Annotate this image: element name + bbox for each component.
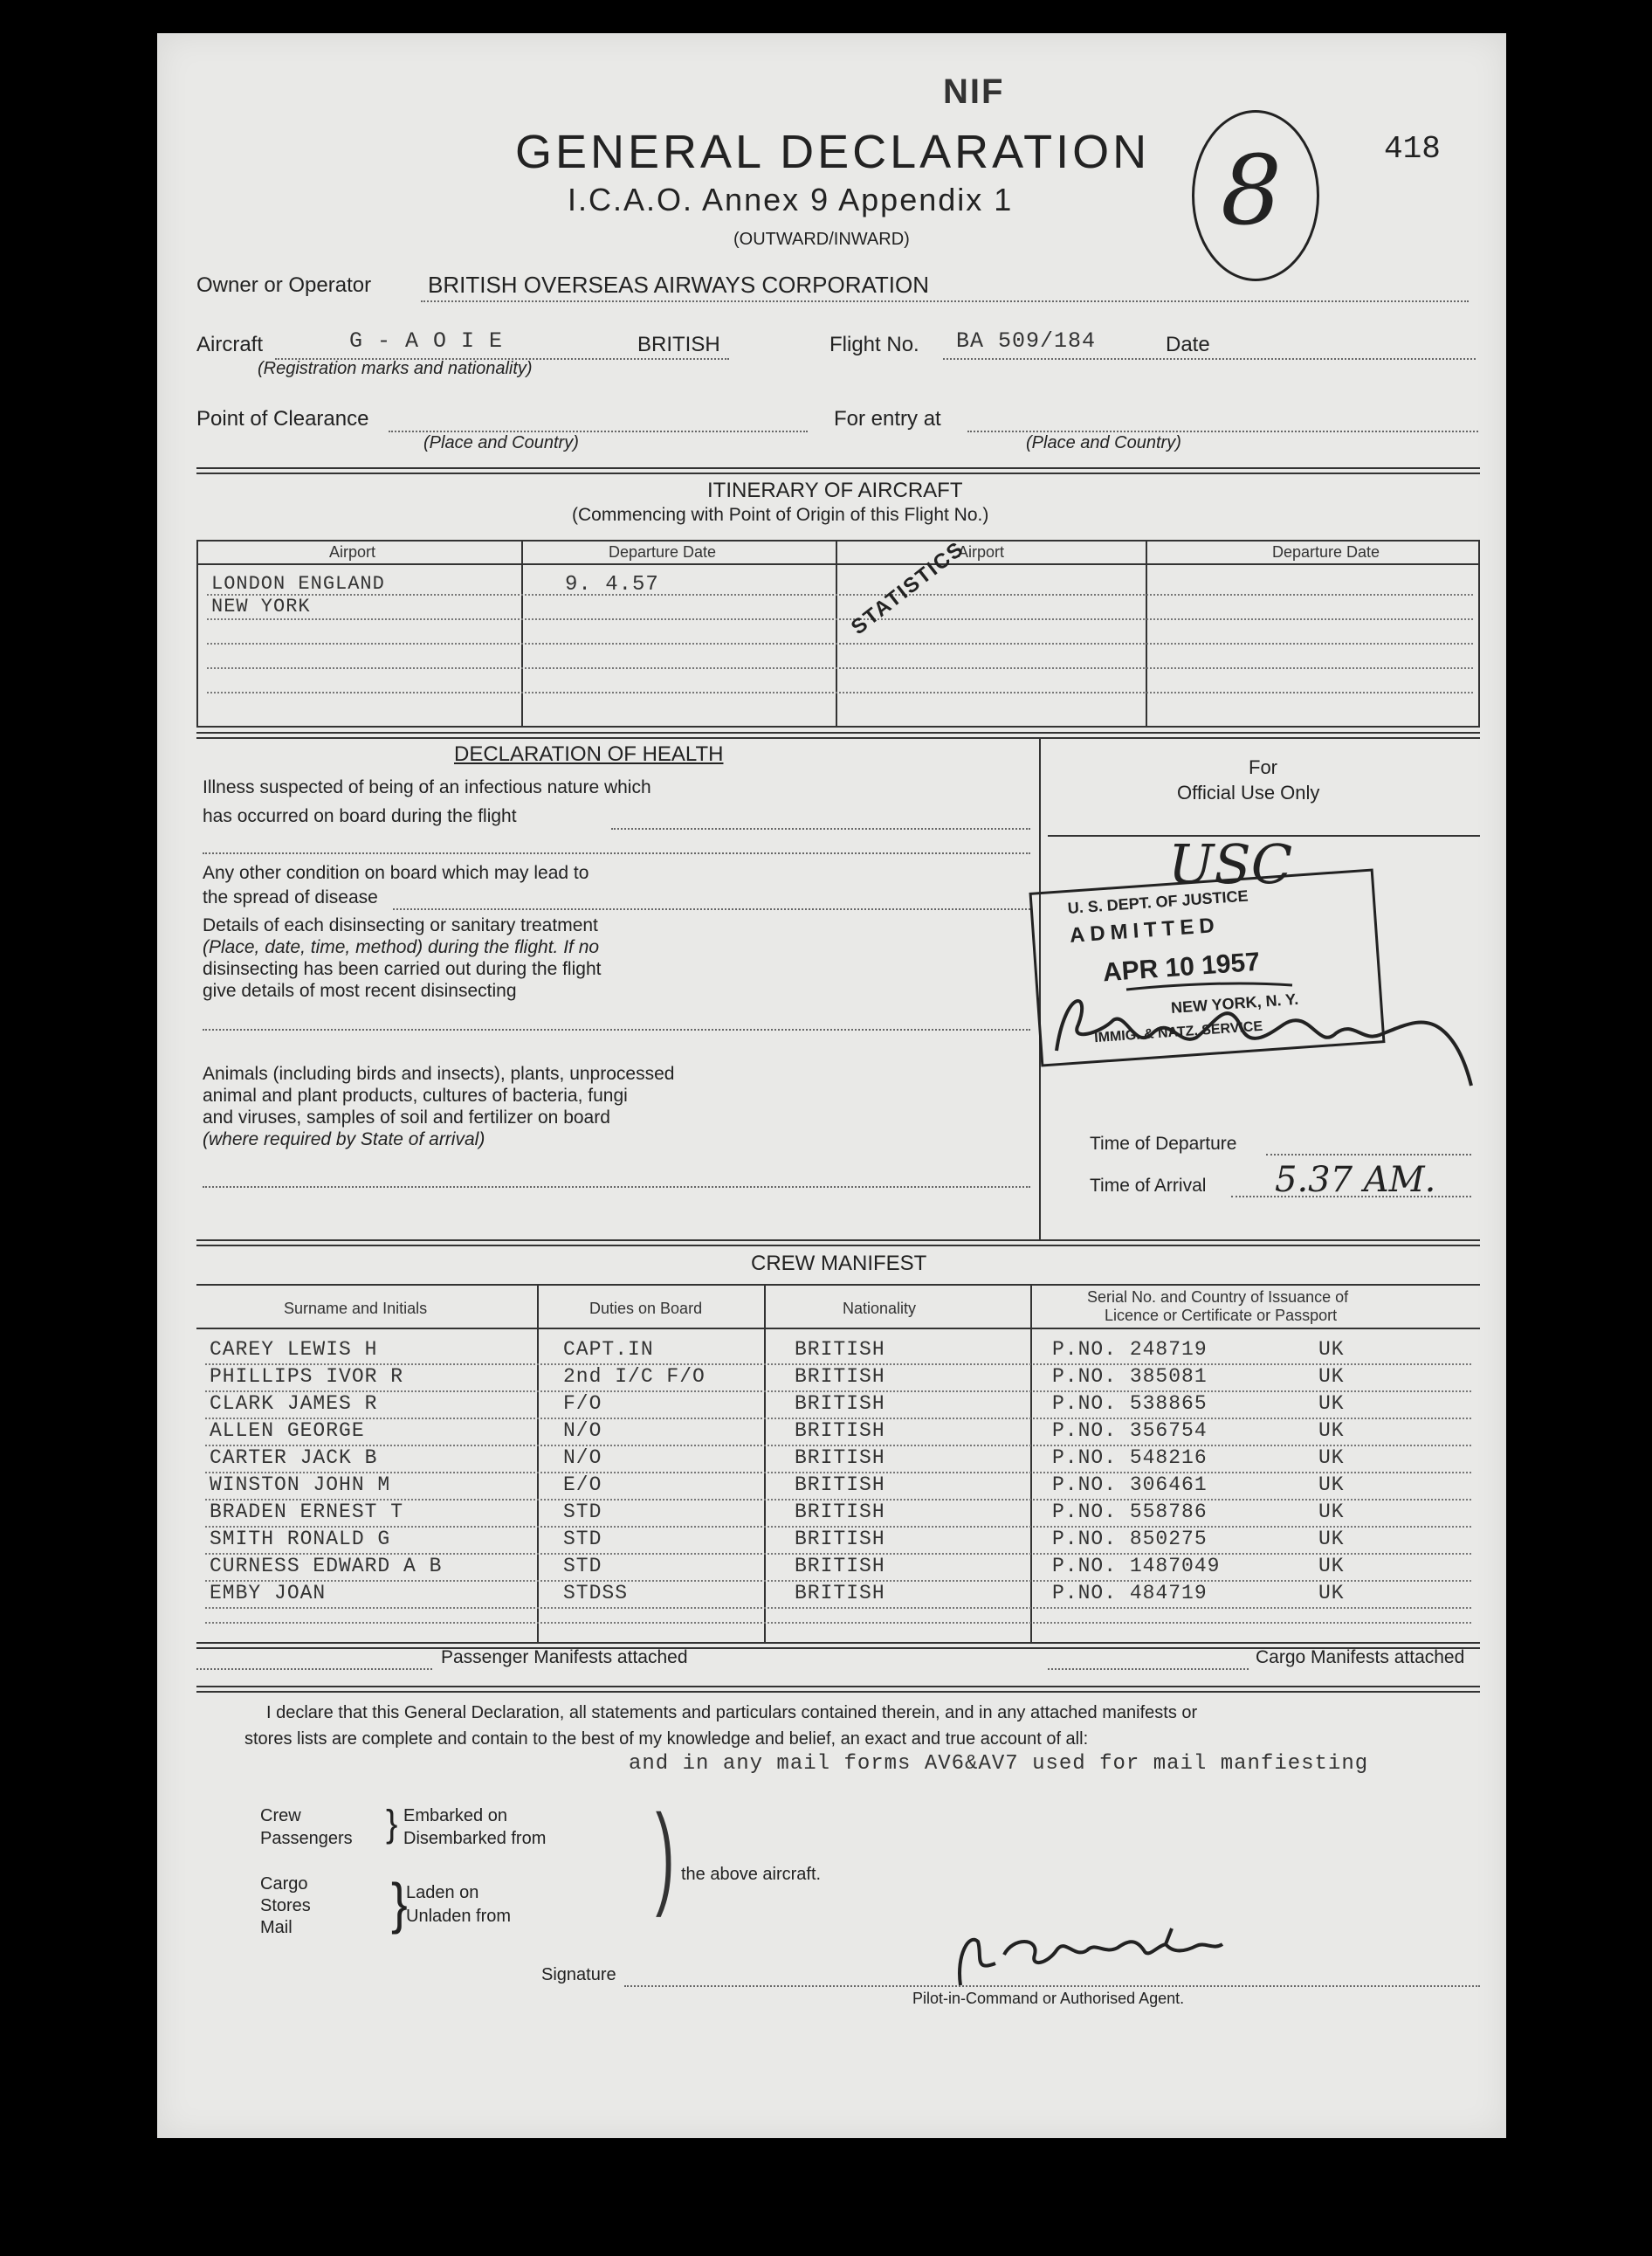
itin-date-1: 9. 4.57 bbox=[565, 573, 659, 597]
crew-nationality: BRITISH bbox=[795, 1392, 885, 1415]
itin-col2 bbox=[836, 542, 837, 726]
declaration-line-2: stores lists are complete and contain to the best of my knowledge and belief, an exact and true account of all: bbox=[244, 1729, 1089, 1749]
health-q3-line1: Details of each disinsecting or sanitary treatment bbox=[203, 915, 598, 935]
crew-name: SMITH RONALD G bbox=[210, 1528, 391, 1550]
cargo-manifest-line bbox=[1048, 1668, 1249, 1670]
passenger-manifest-line bbox=[196, 1668, 432, 1670]
entry-label: For entry at bbox=[834, 407, 941, 431]
crew-passport-country: UK bbox=[1318, 1338, 1345, 1361]
crew-duty: N/O bbox=[563, 1446, 602, 1469]
crew-passport-number: P.NO. 850275 bbox=[1052, 1528, 1208, 1550]
crew-header-serial-2: Licence or Certificate or Passport bbox=[1105, 1307, 1338, 1324]
page-number: 418 bbox=[1384, 131, 1441, 167]
table-row bbox=[196, 1446, 1480, 1473]
crew-duty: STD bbox=[563, 1501, 602, 1523]
health-q1-line2: has occurred on board during the flight bbox=[203, 806, 517, 826]
crew-header-name: Surname and Initials bbox=[284, 1300, 428, 1317]
health-q2-answer-line bbox=[393, 908, 1030, 910]
crew-nationality: BRITISH bbox=[795, 1365, 885, 1388]
crew-nationality: BRITISH bbox=[795, 1446, 885, 1469]
crew-row-line bbox=[205, 1622, 1471, 1624]
crew-name: CURNESS EDWARD A B bbox=[210, 1555, 443, 1577]
table-row bbox=[196, 1419, 1480, 1446]
crew-passport-number: P.NO. 385081 bbox=[1052, 1365, 1208, 1388]
crew-passport-country: UK bbox=[1318, 1501, 1345, 1523]
crew-table bbox=[196, 1284, 1480, 1642]
crew-name: CLARK JAMES R bbox=[210, 1392, 378, 1415]
arrival-time-line bbox=[1231, 1196, 1471, 1197]
form-direction: (OUTWARD/INWARD) bbox=[733, 230, 910, 249]
crew-passport-country: UK bbox=[1318, 1473, 1345, 1496]
crew-nationality: BRITISH bbox=[795, 1555, 885, 1577]
crew-name: CARTER JACK B bbox=[210, 1446, 378, 1469]
decl-embarked: Embarked on bbox=[403, 1806, 507, 1825]
crew-name: WINSTON JOHN M bbox=[210, 1473, 391, 1496]
crew-name: EMBY JOAN bbox=[210, 1582, 327, 1604]
crew-header-line bbox=[196, 1328, 1480, 1329]
form-subtitle: I.C.A.O. Annex 9 Appendix 1 bbox=[568, 182, 1014, 217]
itinerary-subtitle: (Commencing with Point of Origin of this Flight No.) bbox=[572, 505, 989, 525]
official-signature bbox=[1030, 972, 1484, 1094]
crew-passport-number: P.NO. 484719 bbox=[1052, 1582, 1208, 1604]
itin-row-line bbox=[207, 594, 1473, 596]
crew-nationality: BRITISH bbox=[795, 1582, 885, 1604]
divider bbox=[196, 1686, 1480, 1693]
crew-duty: STD bbox=[563, 1555, 602, 1577]
arrival-time-label: Time of Arrival bbox=[1090, 1176, 1207, 1196]
declaration-typed-addition: and in any mail forms AV6&AV7 used for mail manfiesting bbox=[629, 1752, 1369, 1776]
clearance-line bbox=[389, 431, 808, 432]
brace-main: ) bbox=[655, 1790, 675, 1918]
date-line bbox=[1222, 358, 1476, 360]
crew-passport-country: UK bbox=[1318, 1528, 1345, 1550]
itin-row-line bbox=[207, 643, 1473, 645]
crew-nationality: BRITISH bbox=[795, 1528, 885, 1550]
health-q4-line2: animal and plant products, cultures of bacteria, fungi bbox=[203, 1086, 628, 1106]
official-handwritten-initials: USC bbox=[1168, 832, 1293, 896]
health-q4-line3: and viruses, samples of soil and fertilizer on board bbox=[203, 1107, 610, 1128]
divider bbox=[196, 732, 1480, 739]
crew-passport-number: P.NO. 548216 bbox=[1052, 1446, 1208, 1469]
divider bbox=[196, 467, 1480, 474]
flight-line bbox=[943, 358, 1231, 360]
crew-duty: E/O bbox=[563, 1473, 602, 1496]
table-row bbox=[196, 1365, 1480, 1392]
divider bbox=[196, 1239, 1480, 1246]
itin-row-line bbox=[207, 667, 1473, 669]
aircraft-nationality: BRITISH bbox=[637, 333, 720, 356]
stamp-city: NEW YORK, N. Y. bbox=[1170, 990, 1299, 1017]
crew-header-serial-1: Serial No. and Country of Issuance of bbox=[1087, 1288, 1349, 1306]
crew-passport-country: UK bbox=[1318, 1419, 1345, 1442]
circled-number bbox=[1192, 110, 1319, 281]
crew-name: PHILLIPS IVOR R bbox=[210, 1365, 404, 1388]
flight-number-label: Flight No. bbox=[829, 333, 919, 356]
itin-header-airport-1: Airport bbox=[329, 543, 376, 561]
table-row bbox=[196, 1473, 1480, 1501]
operator-line bbox=[421, 300, 1469, 302]
itin-col3 bbox=[1146, 542, 1147, 726]
crew-nationality: BRITISH bbox=[795, 1501, 885, 1523]
aircraft-registration: G - A O I E bbox=[349, 328, 504, 354]
decl-cargo: Cargo bbox=[260, 1874, 308, 1894]
decl-laden: Laden on bbox=[406, 1883, 479, 1902]
health-q3-line2: (Place, date, time, method) during the flight. If no bbox=[203, 937, 600, 957]
health-q4-line4: (where required by State of arrival) bbox=[203, 1129, 485, 1149]
decl-above-aircraft: the above aircraft. bbox=[681, 1865, 822, 1884]
departure-time-line bbox=[1266, 1154, 1471, 1156]
crew-passport-country: UK bbox=[1318, 1582, 1345, 1604]
crew-row-line bbox=[205, 1607, 1471, 1609]
flight-number-value: BA 509/184 bbox=[956, 328, 1097, 354]
table-row bbox=[196, 1392, 1480, 1419]
crew-passport-country: UK bbox=[1318, 1392, 1345, 1415]
crew-duty: CAPT.IN bbox=[563, 1338, 654, 1361]
crew-passport-number: P.NO. 356754 bbox=[1052, 1419, 1208, 1442]
circled-number-value: 8 bbox=[1221, 135, 1282, 246]
itinerary-title: ITINERARY OF AIRCRAFT bbox=[707, 479, 963, 502]
crew-header-nationality: Nationality bbox=[843, 1300, 917, 1317]
decl-crew: Crew bbox=[260, 1806, 301, 1825]
declaration-line-1: I declare that this General Declaration, all statements and particulars contained therein, and in any attached manifests or bbox=[266, 1703, 1198, 1722]
crew-duty: F/O bbox=[563, 1392, 602, 1415]
official-title-1: For bbox=[1249, 756, 1277, 778]
stamp-service: IMMIG. & NATZ. SERVICE bbox=[1093, 1018, 1263, 1046]
crew-passport-number: P.NO. 1487049 bbox=[1052, 1555, 1221, 1577]
crew-duty: 2nd I/C F/O bbox=[563, 1365, 706, 1388]
crew-passport-number: P.NO. 248719 bbox=[1052, 1338, 1208, 1361]
itinerary-table bbox=[196, 536, 1480, 728]
decl-unladen: Unladen from bbox=[406, 1907, 512, 1926]
signature-label: Signature bbox=[541, 1965, 616, 1984]
itin-row-line bbox=[207, 692, 1473, 693]
decl-disembarked: Disembarked from bbox=[403, 1829, 547, 1848]
date-label: Date bbox=[1166, 333, 1210, 356]
brace-1: } bbox=[386, 1802, 398, 1846]
crew-name: CAREY LEWIS H bbox=[210, 1338, 378, 1361]
brace-2: } bbox=[391, 1871, 408, 1935]
table-row bbox=[196, 1582, 1480, 1609]
official-title-2: Official Use Only bbox=[1177, 782, 1320, 804]
crew-passport-country: UK bbox=[1318, 1365, 1345, 1388]
crew-passport-number: P.NO. 538865 bbox=[1052, 1392, 1208, 1415]
crew-passport-country: UK bbox=[1318, 1555, 1345, 1577]
entry-line bbox=[967, 431, 1478, 432]
table-row bbox=[196, 1555, 1480, 1582]
crew-duty: N/O bbox=[563, 1419, 602, 1442]
aircraft-label: Aircraft bbox=[196, 333, 264, 356]
registration-note: (Registration marks and nationality) bbox=[258, 359, 533, 378]
cargo-manifests: Cargo Manifests attached bbox=[1256, 1647, 1465, 1667]
form-title: GENERAL DECLARATION bbox=[515, 126, 1151, 178]
health-q2-line1: Any other condition on board which may lead to bbox=[203, 863, 589, 883]
crew-title: CREW MANIFEST bbox=[751, 1252, 927, 1275]
stamp-date: APR 10 1957 bbox=[1101, 947, 1261, 988]
arrival-time-value: 5.37 AM. bbox=[1275, 1160, 1436, 1200]
itin-col1 bbox=[521, 542, 523, 726]
crew-nationality: BRITISH bbox=[795, 1419, 885, 1442]
health-q1-answer-line bbox=[611, 828, 1030, 830]
crew-duty: STDSS bbox=[563, 1582, 629, 1604]
crew-header-duties: Duties on Board bbox=[589, 1300, 703, 1317]
departure-time-label: Time of Departure bbox=[1090, 1134, 1237, 1154]
operator-value: BRITISH OVERSEAS AIRWAYS CORPORATION bbox=[428, 272, 930, 298]
health-q4-line1: Animals (including birds and insects), plants, unprocessed bbox=[203, 1064, 675, 1084]
table-row bbox=[196, 1501, 1480, 1528]
itinerary-header-line bbox=[198, 563, 1478, 565]
health-q1-line1: Illness suspected of being of an infectious nature which bbox=[203, 777, 651, 797]
decl-mail: Mail bbox=[260, 1918, 293, 1937]
health-q3-line3: disinsecting has been carried out during the flight bbox=[203, 959, 602, 979]
crew-nationality: BRITISH bbox=[795, 1338, 885, 1361]
crew-passport-number: P.NO. 558786 bbox=[1052, 1501, 1208, 1523]
decl-passengers: Passengers bbox=[260, 1829, 353, 1848]
health-q3-answer-line bbox=[203, 1029, 1030, 1031]
signer-title: Pilot-in-Command or Authorised Agent. bbox=[912, 1990, 1185, 2007]
crew-name: ALLEN GEORGE bbox=[210, 1419, 365, 1442]
operator-label: Owner or Operator bbox=[196, 273, 372, 297]
health-q3-line4: give details of most recent disinsecting bbox=[203, 981, 517, 1001]
health-q4-answer-line bbox=[203, 1186, 1030, 1188]
clearance-label: Point of Clearance bbox=[196, 407, 369, 431]
stamp-dept: U. S. DEPT. OF JUSTICE bbox=[1067, 887, 1249, 917]
top-stamp: NIF bbox=[943, 72, 1005, 111]
health-q1-answer-line bbox=[203, 852, 1030, 854]
declaration-form bbox=[157, 33, 1506, 2138]
crew-duty: STD bbox=[563, 1528, 602, 1550]
crew-passport-country: UK bbox=[1318, 1446, 1345, 1469]
decl-stores: Stores bbox=[260, 1896, 311, 1915]
health-q2-line2: the spread of disease bbox=[203, 887, 378, 907]
table-row bbox=[196, 1338, 1480, 1365]
crew-nationality: BRITISH bbox=[795, 1473, 885, 1496]
clearance-note: (Place and Country) bbox=[423, 433, 579, 452]
table-row bbox=[196, 1528, 1480, 1555]
crew-name: BRADEN ERNEST T bbox=[210, 1501, 404, 1523]
entry-note: (Place and Country) bbox=[1026, 433, 1181, 452]
pilot-signature bbox=[943, 1902, 1310, 1998]
itin-header-date-1: Departure Date bbox=[609, 543, 717, 561]
passenger-manifests: Passenger Manifests attached bbox=[441, 1647, 688, 1667]
stamp-admitted: ADMITTED bbox=[1069, 913, 1221, 948]
itin-airport-1: LONDON ENGLAND bbox=[211, 573, 385, 595]
itin-row-line bbox=[207, 618, 1473, 620]
itin-header-date-2: Departure Date bbox=[1272, 543, 1380, 561]
itin-airport-2: NEW YORK bbox=[211, 596, 311, 617]
itin-header-airport-2: Airport bbox=[958, 543, 1005, 561]
health-title: DECLARATION OF HEALTH bbox=[454, 742, 724, 766]
crew-passport-number: P.NO. 306461 bbox=[1052, 1473, 1208, 1496]
statistics-stamp: STATISTICS bbox=[846, 536, 969, 640]
